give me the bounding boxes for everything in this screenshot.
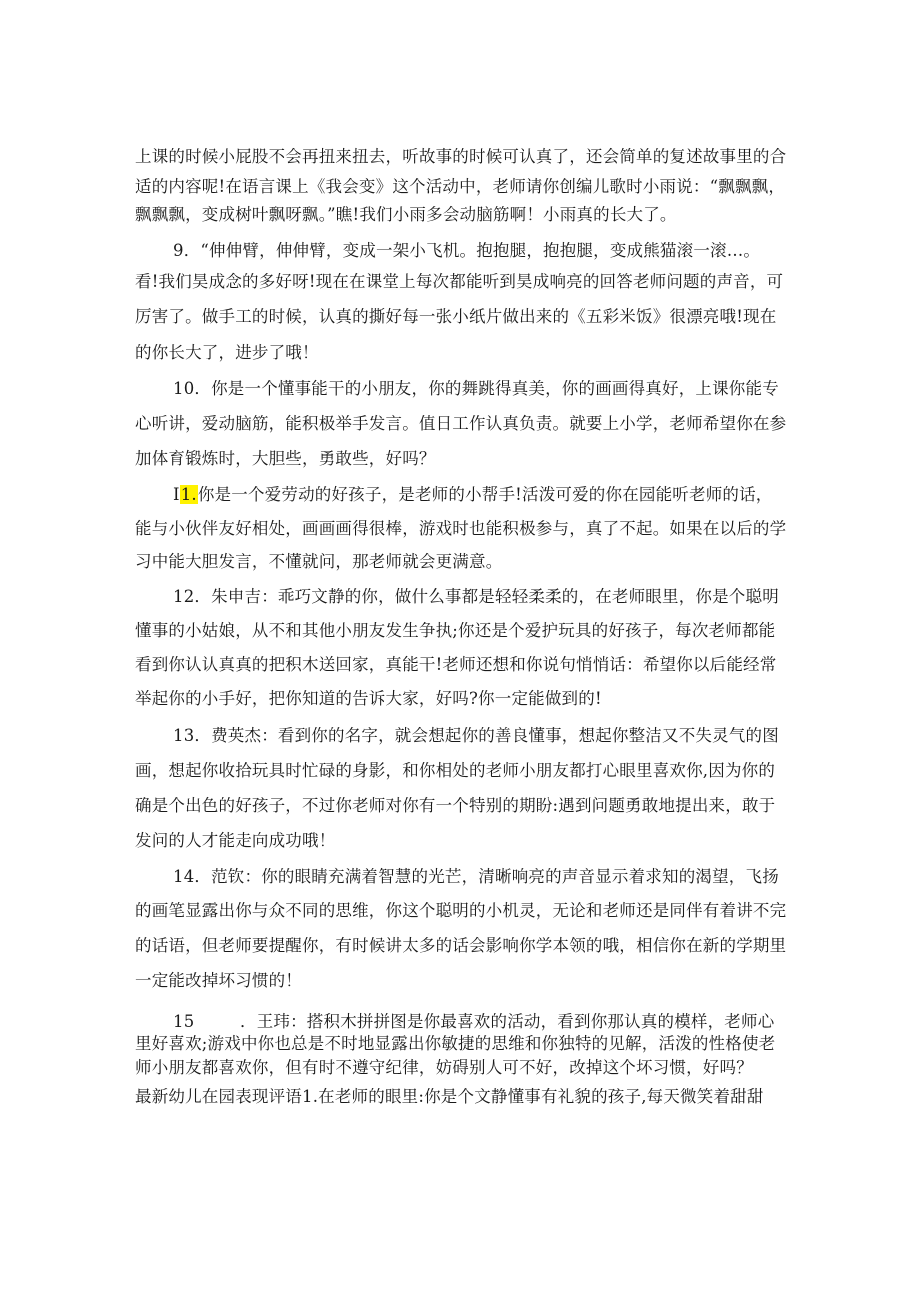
text-line: 看到你认认真真的把积木送回家，真能干!老师还想和你说句悄悄话：希望你以后能经常 [135, 655, 777, 674]
text-line: 一定能改掉坏习惯的！ [135, 971, 302, 990]
text-line: 里好喜欢;游戏中你也总是不时地显露出你敏捷的思维和你独特的见解，活泼的性格使老 [135, 1034, 776, 1053]
text-line: 确是个出色的好孩子，不过你老师对你有一个特别的期盼:遇到问题勇敢地提出来，敢于 [135, 796, 776, 815]
text-line: 的你长大了，进步了哦！ [135, 343, 319, 362]
text-line: 加体育锻炼时，大胆些，勇敢些，好吗？ [135, 449, 436, 468]
text-line: 的画笔显露出你与众不同的思维，你这个聪明的小机灵，无论和老师还是同伴有着讲不完 [135, 901, 787, 920]
text-line: 发问的人才能走向成功哦！ [135, 831, 336, 850]
item-12-first-line: 12．朱申吉：乖巧文静的你，做什么事都是轻轻柔柔的，在老师眼里，你是个聪明 [173, 587, 779, 606]
text-line: 适的内容呢!在语言课上《我会变》这个活动中，老师请你创编儿歌时小雨说：“飘飘飘， [135, 177, 786, 196]
text-line: 上课的时候小屁股不会再扭来扭去，听故事的时候可认真了，还会简单的复述故事里的合 [135, 147, 787, 166]
text-line: 飘飘飘，变成树叶飘呀飘。”瞧!我们小雨多会动脑筋啊！小雨真的长大了。 [135, 205, 677, 224]
item-15-number: 15 [173, 1012, 195, 1031]
text-line: 师小朋友都喜欢你，但有时不遵守纪律，妨碍别人可不好，改掉这个坏习惯，好吗？ [135, 1058, 753, 1077]
text-line: 举起你的小手好，把你知道的告诉大家，好吗?你一定能做到的! [135, 689, 602, 708]
item-15-first-line: ．王玮：搭积木拼拼图是你最喜欢的活动，看到你那认真的模样，老师心 [240, 1012, 775, 1031]
item-14-first-line: 14．范钦：你的眼睛充满着智慧的光芒，清晰响亮的声音显示着求知的渴望，飞扬 [173, 867, 779, 886]
item-11-text: 你是一个爱劳动的好孩子，是老师的小帮手!活泼可爱的你在园能听老师的话， [197, 485, 773, 504]
text-line: 看!我们昊成念的多好呀!现在在课堂上每次都能听到昊成响亮的回答老师问题的声音，可 [135, 272, 784, 291]
item-11-prefix: I [173, 485, 180, 504]
text-line: 懂事的小姑娘，从不和其他小朋友发生争执;你还是个爱护玩具的好孩子，每次老师都能 [135, 621, 776, 640]
item-13-first-line: 13．费英杰：看到你的名字，就会想起你的善良懂事，想起你整洁又不失灵气的图 [173, 726, 779, 745]
item-9-first-line: 9．“伸伸臂，伸伸臂，变成一架小飞机。抱抱腿，抱抱腿，变成熊猫滚一滚…。 [173, 241, 761, 260]
text-line: 习中能大胆发言，不懂就问，那老师就会更满意。 [135, 552, 503, 571]
text-line: 能与小伙伴友好相处，画画画得很棒，游戏时也能积极参与，真了不起。如果在以后的学 [135, 519, 787, 538]
item-11-first-line [173, 484, 773, 506]
text-line: 的话语，但老师要提醒你，有时候讲太多的话会影响你学本领的哦，相信你在新的学期里 [135, 936, 787, 955]
item-10-first-line: 10．你是一个懂事能干的小朋友，你的舞跳得真美，你的画画得真好，上课你能专 [173, 379, 779, 398]
highlighted-number: 1. [180, 485, 197, 504]
text-line: 厉害了。做手工的时候，认真的撕好每一张小纸片做出来的《五彩米饭》很漂亮哦!现在 [135, 307, 777, 326]
text-line: 心听讲，爱动脑筋，能积极举手发言。值日工作认真负责。就要上小学，老师希望你在参 [135, 414, 787, 433]
heading-line: 最新幼儿在园表现评语1.在老师的眼里:你是个文静懂事有礼貌的孩子,每天微笑着甜甜 [135, 1087, 764, 1106]
text-line: 画，想起你收拾玩具时忙碌的身影，和你相处的老师小朋友都打心眼里喜欢你,因为你的 [135, 761, 776, 780]
